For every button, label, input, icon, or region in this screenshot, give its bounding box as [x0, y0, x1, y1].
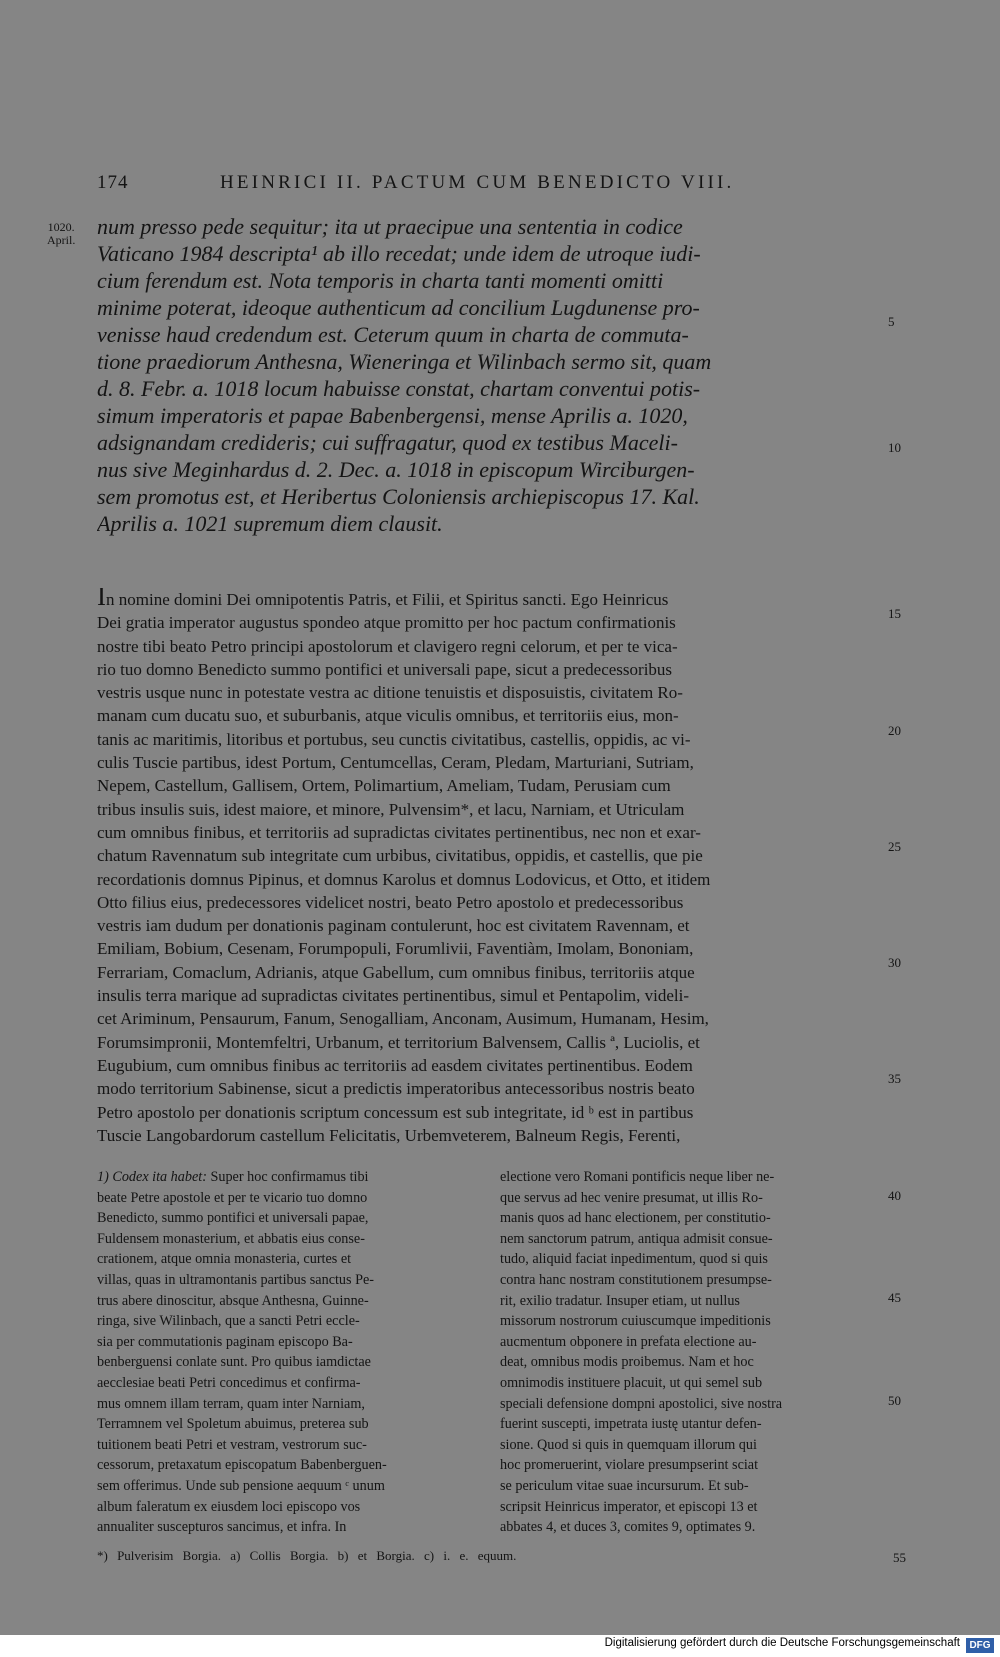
- charter-line: Forumsimpronii, Montemfeltri, Urbanum, et territorium Balvensem, Callis ª, Luciolis, et: [97, 1032, 700, 1052]
- footnote-line: mus omnem illam terram, quam inter Narniam,: [97, 1395, 365, 1412]
- footnote-line: Fuldensem monasterium, et abbatis eius conse-: [97, 1230, 365, 1247]
- intro-line: venisse haud credendum est. Ceterum quum in charta de commuta-: [97, 322, 689, 347]
- page-foot-mark: 55: [893, 1550, 906, 1565]
- footnote-line: scripsit Heinricus imperator, et episcopi 13 et: [500, 1498, 758, 1515]
- charter-line: Nepem, Castellum, Gallisem, Ortem, Polimartium, Ameliam, Tudam, Perusiam cum: [97, 776, 671, 796]
- charter-line: cet Ariminum, Pensaurum, Fanum, Senogalliam, Anconam, Ausimum, Humanam, Hesim,: [97, 1009, 709, 1029]
- margin-date-year: 1020.: [47, 220, 75, 234]
- editorial-introduction: [97, 213, 880, 537]
- charter-line: recordationis domnus Pipinus, et domnus Karolus et domnus Lodovicus, et Otto, et itidem: [97, 869, 711, 889]
- charter-line: [97, 588, 880, 611]
- line-number: 20: [888, 723, 901, 738]
- initial-letter: I: [97, 588, 106, 611]
- footnote-line: ringa, sive Wilinbach, que a sancti Petri eccle-: [97, 1313, 360, 1330]
- charter-line: vestris iam dudum per donationis paginam contulerunt, hoc est civitatem Ravennam, et: [97, 916, 690, 936]
- intro-line: adsignandam credideris; cui suffragatur, quod ex testibus Maceli-: [97, 430, 678, 455]
- line-number: 30: [888, 955, 901, 970]
- footnote-line: sia per commutationis paginam episcopo Ba-: [97, 1333, 353, 1350]
- charter-line: cum omnibus finibus, et territoriis ad supradictas civitates pertinentibus, nec non et exar-: [97, 822, 701, 842]
- intro-line: minime poterat, ideoque authenticum ad concilium Lugdunense pro-: [97, 295, 700, 320]
- footnote-line-text: Super hoc confirmamus tibi: [206, 1169, 369, 1185]
- line-number: 45: [888, 1290, 901, 1305]
- charter-line: modo territorium Sabinense, sicut a predictis imperatoribus antecessoribus nostris beato: [97, 1079, 695, 1099]
- footnote-line: aecclesiae beati Petri concedimus et confirma-: [97, 1374, 361, 1391]
- line-number: 35: [888, 1071, 901, 1086]
- charter-line: chatum Ravennatum sub integritate cum urbibus, civitatibus, oppidis, et castellis, que pie: [97, 846, 703, 866]
- line-number: 10: [888, 440, 901, 455]
- footnote-line: crationem, atque omnia monasteria, curtes et: [97, 1251, 352, 1268]
- footnote-line: se periculum vitae suae incursurum. Et sub-: [500, 1477, 749, 1494]
- intro-line: Aprilis a. 1021 supremum diem clausit.: [97, 511, 443, 536]
- footnote-line: speciali defensione dompni apostolici, sive nostra: [500, 1395, 783, 1412]
- intro-line: cium ferendum est. Nota temporis in charta tanti momenti omitti: [97, 268, 664, 293]
- footnote-line: contra hanc nostram constitutionem presumpse-: [500, 1271, 772, 1288]
- footnote-line: annualiter suscepturos sancimus, et infra. In: [97, 1519, 347, 1536]
- footnote-line: Benedicto, summo pontifici et universali papae,: [97, 1210, 369, 1227]
- margin-date: [47, 221, 75, 247]
- charter-line: tanis ac maritimis, litoribus et portubus, seu cunctis civitatibus, castellis, oppidis, ac vi-: [97, 729, 691, 749]
- footnote-line: Terramnem vel Spoletum abuimus, preterea sub: [97, 1416, 369, 1433]
- intro-line: sem promotus est, et Heribertus Coloniensis archiepiscopus 17. Kal.: [97, 484, 700, 509]
- charter-line: Ferrariam, Comaclum, Adrianis, atque Gabellum, cum omnibus finibus, territoriis atque: [97, 962, 695, 982]
- footnote-line: nem sanctorum patrum, antiqua admisit consue-: [500, 1230, 773, 1247]
- intro-line: nus sive Meginhardus d. 2. Dec. a. 1018 in episcopum Wirciburgen-: [97, 457, 695, 482]
- footnote-label: 1) Codex ita habet:: [97, 1169, 207, 1185]
- intro-line: simum imperatoris et papae Babenbergensi, mense Aprilis a. 1020,: [97, 403, 688, 428]
- footnote-line: [97, 1167, 487, 1188]
- charter-text: [97, 588, 880, 1147]
- footnote-left-column: [97, 1167, 487, 1538]
- footnote-line: que servus ad hec venire presumat, ut illis Ro-: [500, 1189, 763, 1206]
- intro-line: d. 8. Febr. a. 1018 locum habuisse constat, chartam conventui potis-: [97, 376, 701, 401]
- charter-line: Dei gratia imperator augustus spondeo atque promitto per hoc pactum confirmationis: [97, 613, 676, 633]
- line-number: 15: [888, 606, 901, 621]
- footnote-line: beate Petre apostole et per te vicario tuo domno: [97, 1189, 368, 1206]
- charter-line: Otto filius eius, predecessores videlicet nostri, beato Petro apostolo et predecessoribus: [97, 892, 684, 912]
- footnote-right-column: [500, 1167, 890, 1538]
- footnote-line: missorum nostrorum cuiuscumque impeditionis: [500, 1313, 771, 1330]
- footnote-line: rit, exilio tradatur. Insuper etiam, ut nullus: [500, 1292, 740, 1309]
- footnote-line: deat, omnibus modis proibemus. Nam et hoc: [500, 1354, 754, 1371]
- line-number: 5: [888, 314, 895, 329]
- footnote-line: abbates 4, et duces 3, comites 9, optimates 9.: [500, 1519, 756, 1536]
- charter-line: rio tuo domno Benedicto summo pontifici et universali pape, sicut a predecessoribus: [97, 659, 673, 679]
- charter-line: tribus insulis suis, idest maiore, et minore, Pulvensim*, et lacu, Narniam, et Utriculam: [97, 799, 685, 819]
- intro-line: Vaticano 1984 descripta¹ ab illo recedat; unde idem de utroque iudi-: [97, 241, 701, 266]
- digitization-notice[interactable]: Digitalisierung gefördert durch die Deutsche Forschungsgemeinschaft: [604, 1637, 960, 1649]
- charter-line: manam cum ducatu suo, et suburbanis, atque viculis omnibus, et territoriis eius, mon-: [97, 706, 679, 726]
- charter-line: Petro apostolo per donationis scriptum concessum est sub integritate, id ᵇ est in partibus: [97, 1102, 694, 1122]
- footnote-line: tudo, aliquid faciat inpedimentum, quod si quis: [500, 1251, 768, 1268]
- charter-line: culis Tuscie partibus, idest Portum, Centumcellas, Ceram, Pledam, Marturiani, Sutriam,: [97, 753, 694, 773]
- charter-line-text: n nomine domini Dei omnipotentis Patris, et Filii, et Spiritus sancti. Ego Heinricus: [106, 590, 669, 609]
- running-title: HEINRICI II. PACTUM CUM BENEDICTO VIII.: [220, 172, 735, 193]
- charter-line: insulis terra marique ad supradictas civitates pertinentibus, simul et Pentapolim, videli-: [97, 986, 690, 1006]
- page-number: 174: [97, 172, 129, 193]
- footnote-line: benberguensi conlate sunt. Pro quibus iamdictae: [97, 1354, 371, 1371]
- line-number: 50: [888, 1393, 901, 1408]
- footnote-line: cessorum, pretaxatum episcopatum Babenberguen-: [97, 1457, 387, 1474]
- charter-line: vestris usque nunc in potestate vestra ac ditione tenuistis et disposuistis, civitatem Ro-: [97, 683, 683, 703]
- charter-line: Eugubium, cum omnibus finibus ac territoriis ad easdem civitates pertinentibus. Eodem: [97, 1055, 693, 1075]
- footnote-line: villas, quas in ultramontanis partibus sanctus Pe-: [97, 1271, 375, 1288]
- charter-line: Emiliam, Bobium, Cesenam, Forumpopuli, Forumlivii, Faventiàm, Imolam, Bononiam,: [97, 939, 694, 959]
- charter-line: nostre tibi beato Petro principi apostolorum et clavigero regni celorum, et per te vica-: [97, 636, 678, 656]
- margin-date-month: April.: [47, 233, 76, 247]
- intro-line: num presso pede sequitur; ita ut praecipue una sententia in codice: [97, 214, 683, 239]
- dfg-logo-icon[interactable]: DFG: [966, 1638, 994, 1653]
- footnote-line: sem offerimus. Unde sub pensione aequum ᶜ unum: [97, 1477, 385, 1494]
- intro-line: tione praediorum Anthesna, Wieneringa et Wilinbach sermo sit, quam: [97, 349, 712, 374]
- footnote-line: fuerint suscepti, impetrata iustę utantur defen-: [500, 1416, 762, 1433]
- footnote-line: trus abere dinoscitur, absque Anthesna, Guinne-: [97, 1292, 369, 1309]
- footnote-line: manis quos ad hanc electionem, per constitutio-: [500, 1210, 771, 1227]
- charter-line: Tuscie Langobardorum castellum Felicitatis, Urbemveterem, Balneum Regis, Ferenti,: [97, 1125, 681, 1145]
- footnote-line: omnimodis instituere placuit, ut qui semel sub: [500, 1374, 763, 1391]
- footnote-line: aucmentum obponere in prefata electione au-: [500, 1333, 757, 1350]
- line-number: 25: [888, 839, 901, 854]
- footnote-line: sione. Quod si quis in quemquam illorum qui: [500, 1436, 757, 1453]
- footnote-line: album faleratum ex eiusdem loci episcopo vos: [97, 1498, 361, 1515]
- footnote-line: tuitionem beati Petri et vestram, vestrorum suc-: [97, 1436, 367, 1453]
- digitization-footer: [0, 1635, 1000, 1657]
- variant-readings: *) Pulverisim Borgia. a) Collis Borgia. b) et Borgia. c) i. e. equum.: [97, 1548, 517, 1563]
- line-number: 40: [888, 1188, 901, 1203]
- footnote-line: hoc promeruerint, violare presumpserint sciat: [500, 1457, 759, 1474]
- footnote-line: electione vero Romani pontificis neque liber ne-: [500, 1169, 775, 1185]
